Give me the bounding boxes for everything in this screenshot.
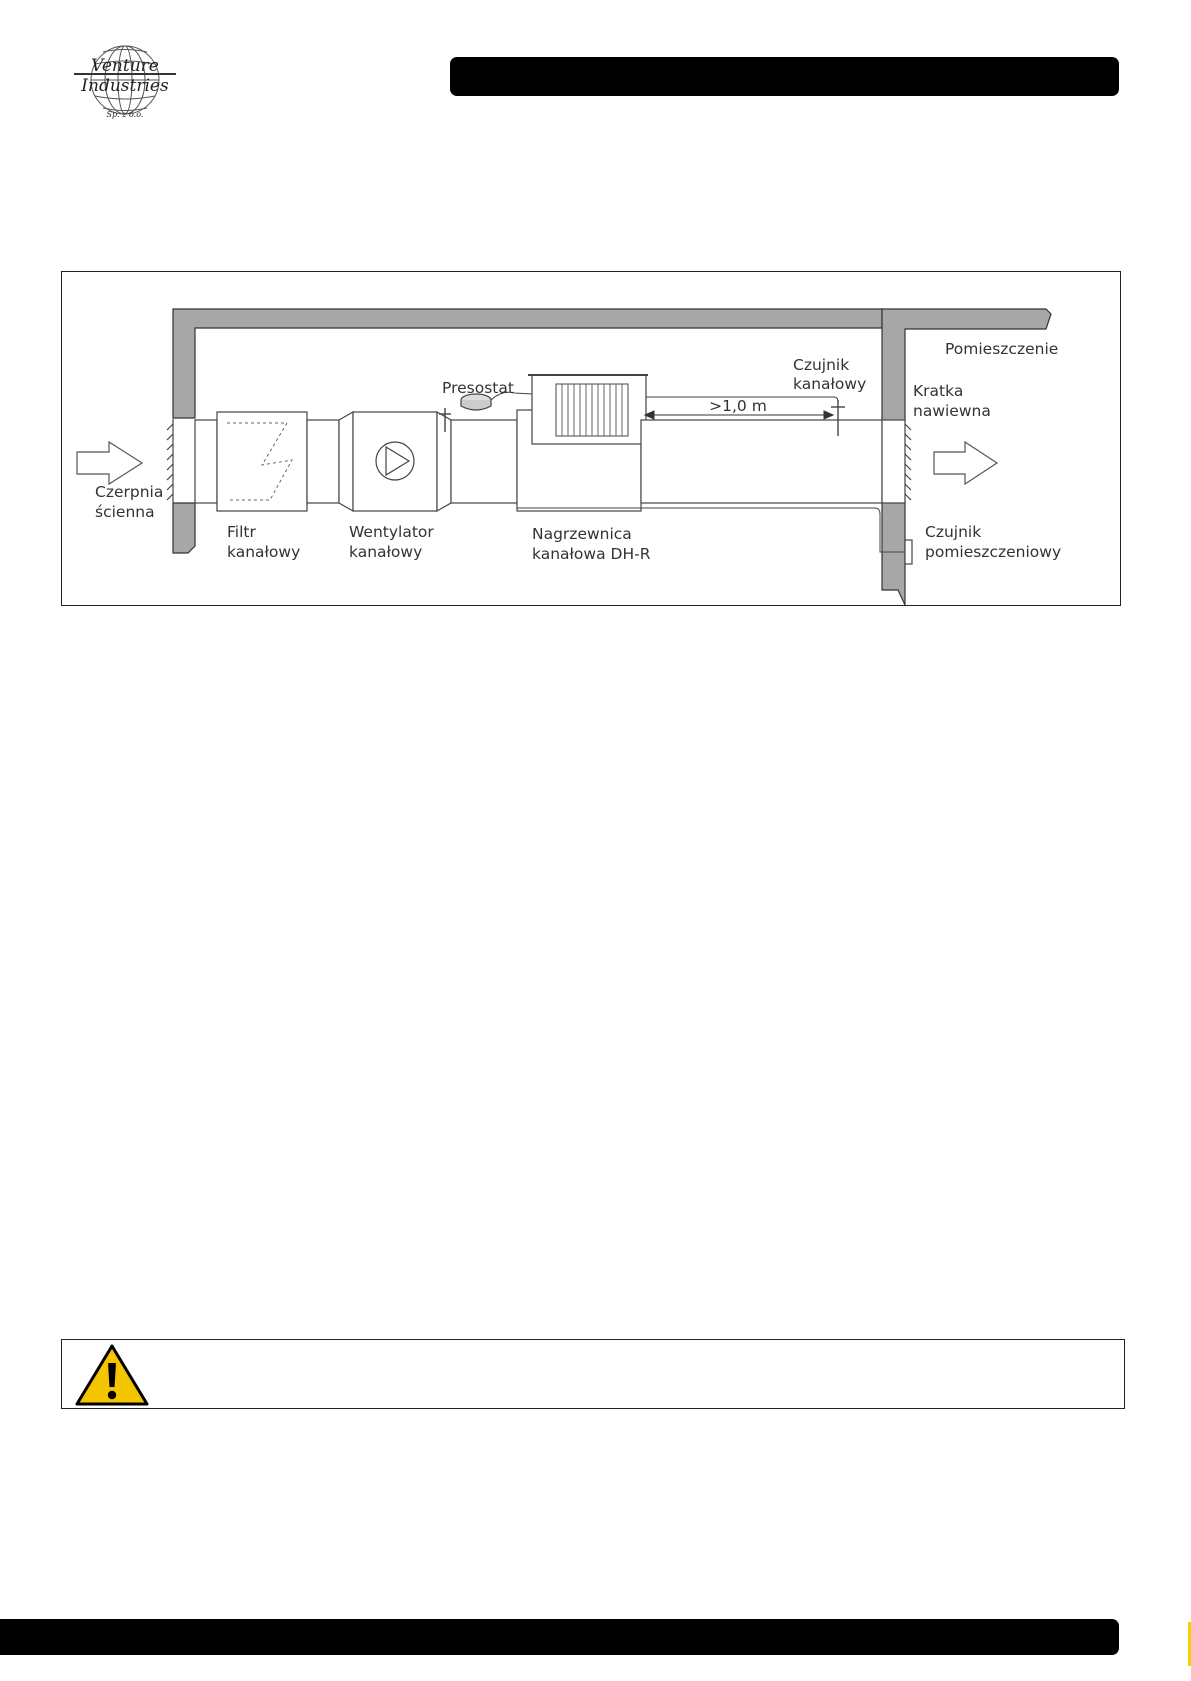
pressure-duct: [451, 420, 517, 503]
svg-text:kanałowa DH-R: [532, 545, 651, 563]
svg-text:kanałowy: [349, 543, 422, 561]
svg-text:Pomieszczenie: [945, 340, 1058, 358]
heater-fins: [556, 384, 628, 436]
arrow-right-icon: [77, 442, 142, 484]
label-supply-grille-line2: nawiewna: [913, 402, 991, 420]
logo-line-3: Sp. z o.o.: [106, 110, 144, 119]
label-filter-line1: Filtr: [227, 523, 256, 541]
svg-text:kanałowy: [227, 543, 300, 561]
label-pressostat: Presostat: [442, 379, 514, 397]
fan-symbol-icon: [376, 442, 414, 480]
label-intake-line1: Czerpnia: [95, 483, 164, 501]
supply-duct: [641, 420, 882, 503]
svg-text:>1,0 m: [709, 397, 767, 415]
header-bar: [450, 57, 1119, 96]
fan-reducer: [339, 412, 353, 511]
label-room-sensor-line2: pomieszczeniowy: [925, 543, 1062, 561]
svg-text:ścienna: [95, 503, 155, 521]
svg-text:kanałowy: [793, 375, 866, 393]
logo-line-1: Venture: [91, 56, 159, 76]
logo-line-2: Industries: [81, 76, 169, 96]
warning-box: [61, 1339, 1125, 1409]
label-fan-line2: kanałowy: [349, 543, 423, 561]
label-duct-sensor-line2: kanałowy: [793, 375, 867, 393]
arrow-right-icon: [934, 442, 997, 484]
svg-text:Nagrzewnica: [532, 525, 632, 543]
svg-text:pomieszczeniowy: [925, 543, 1061, 561]
footer-bar: [0, 1619, 1119, 1655]
label-duct-sensor-line1: Czujnik: [793, 356, 850, 374]
intake-duct: [195, 420, 217, 503]
duct-connector: [307, 420, 339, 503]
svg-text:Filtr: [227, 523, 256, 541]
label-filter-line2: kanałowy: [227, 543, 301, 561]
label-room: Pomieszczenie: [945, 340, 1059, 358]
intake-louvre: [167, 419, 173, 503]
duct-filter: [217, 412, 307, 511]
svg-text:Wentylator: [349, 523, 434, 541]
svg-text:Presostat: [442, 379, 514, 397]
label-distance: >1,0 m: [709, 397, 767, 415]
svg-text:Czujnik: [925, 523, 981, 541]
label-intake-line2: ścienna: [95, 503, 155, 521]
warning-triangle-icon: [75, 1343, 149, 1407]
supply-grille: [882, 420, 911, 503]
fan-reducer: [437, 412, 451, 511]
svg-text:Czerpnia: [95, 483, 163, 501]
svg-text:nawiewna: [913, 402, 991, 420]
room-sensor: [905, 540, 912, 564]
label-supply-grille-line1: Kratka: [913, 382, 964, 400]
label-room-sensor-line1: Czujnik: [925, 523, 982, 541]
installation-diagram: [61, 271, 1121, 606]
company-logo: [70, 44, 180, 124]
label-heater-line1: Nagrzewnica: [532, 525, 632, 543]
svg-text:Kratka: [913, 382, 963, 400]
label-heater-line2: kanałowa DH-R: [532, 545, 651, 563]
label-fan-line1: Wentylator: [349, 523, 434, 541]
svg-text:Czujnik: [793, 356, 849, 374]
